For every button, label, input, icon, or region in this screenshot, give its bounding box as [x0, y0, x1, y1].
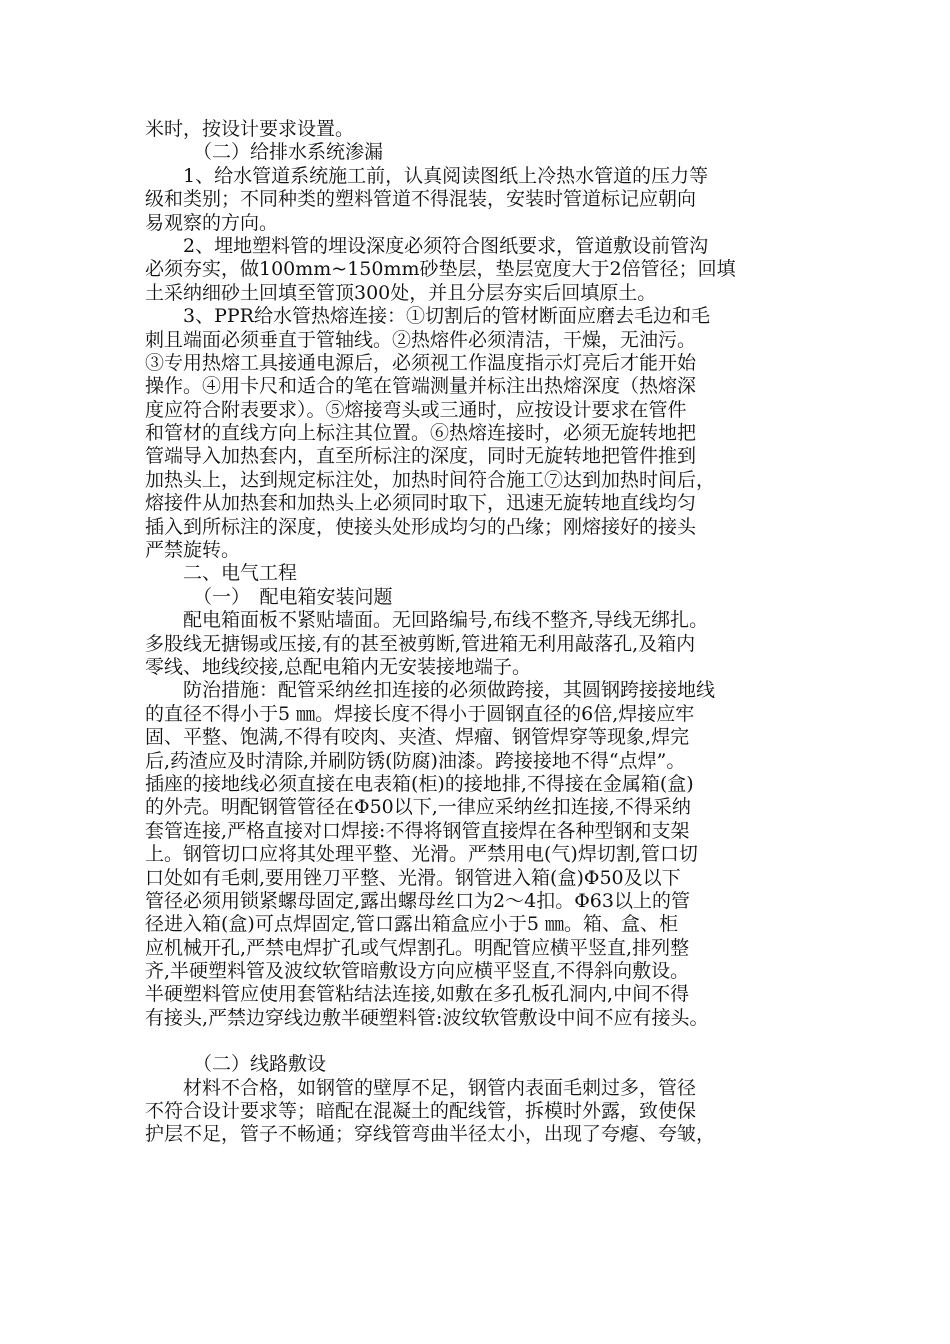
paragraph-line: 3、PPR给水管热熔连接：①切割后的管材断面应磨去毛边和毛: [183, 305, 710, 328]
paragraph-line: 护层不足，管子不畅通；穿线管弯曲半径太小，出现了夸瘪、夸皱，: [145, 1123, 716, 1146]
paragraph-line: 齐,半硬塑料管及波纹软管暗敷设方向应横平竖直,不得斜向敷设。: [145, 960, 690, 983]
paragraph-line: 操作。④用卡尺和适合的笔在管端测量并标注出热熔深度（热熔深: [145, 375, 697, 398]
paragraph-line: 材料不合格，如钢管的壁厚不足，钢管内表面毛刺过多，管径: [183, 1076, 697, 1099]
paragraph-line: 管径必须用锁紧螺母固定,露出螺母丝口为2～4扣。Φ63以上的管: [145, 889, 690, 912]
paragraph-continuation: 米时，按设计要求设置。: [145, 118, 355, 140]
paragraph-line: 有接头,严禁边穿线边敷半硬塑料管:波纹软管敷设中间不应有接头。: [145, 1006, 709, 1029]
blank-line: [145, 1030, 810, 1053]
paragraph-line: 2、埋地塑料管的埋设深度必须符合图纸要求，管道敷设前管沟: [183, 234, 709, 257]
paragraph-line: 刺且端面必须垂直于管轴线。②热熔件必须清洁，干燥，无油污。: [145, 328, 697, 351]
paragraph-line: 上。钢管切口应将其处理平整、光滑。严禁用电(气)焊切割,管口切: [145, 843, 698, 866]
paragraph-line: 后,药渣应及时清除,并刷防锈(防腐)油漆。跨接接地不得“点焊”。: [145, 749, 686, 772]
paragraph-line: 土采纳细砂土回填至管顶300处，并且分层夯实后回填原土。: [145, 281, 657, 304]
paragraph-line: 和管材的直线方向上标注其位置。⑥热熔连接时，必须无旋转地把: [145, 422, 697, 445]
paragraph-line: 套管连接,严格直接对口焊接:不得将钢管直接焊在各种型钢和支架: [145, 819, 690, 842]
section-heading-water-leakage: （二）给排水系统渗漏: [193, 141, 384, 164]
paragraph-line: 插入到所标注的深度，使接头处形成均匀的凸缘；刚熔接好的接头: [145, 515, 697, 538]
paragraph-line: 插座的接地线必须直接在电表箱(柜)的接地排,不得接在金属箱(盒): [145, 772, 694, 795]
paragraph-line: 应机械开孔,严禁电焊扩孔或气焊割孔。明配管应横平竖直,排列整: [145, 936, 690, 959]
paragraph-line: 半硬塑料管应使用套管粘结法连接,如敷在多孔板孔洞内,中间不得: [145, 983, 690, 1006]
paragraph-line: 口处如有毛刺,要用锉刀平整、光滑。钢管进入箱(盒)Φ50及以下: [145, 866, 681, 889]
paragraph-line: 的直径不得小于5 ㎜。焊接长度不得小于圆钢直径的6倍,焊接应牢: [145, 702, 695, 725]
document-page: [145, 118, 810, 1147]
paragraph-line: 严禁旋转。: [145, 539, 241, 562]
paragraph-line: 熔接件从加热套和加热头上必须同时取下，迅速无旋转地直线均匀: [145, 492, 697, 515]
section-heading-electrical: 二、电气工程: [183, 562, 298, 585]
paragraph-line: 级和类别；不同种类的塑料管道不得混装，安装时管道标记应朝向: [145, 188, 697, 211]
paragraph-line: 固、平整、饱满,不得有咬肉、夹渣、焊瘤、钢管焊穿等现象,焊完: [145, 726, 690, 749]
paragraph-line: 易观察的方向。: [145, 211, 279, 234]
paragraph-line: 多股线无搪锡或压接,有的甚至被剪断,管进箱无利用敲落孔,及箱内: [145, 632, 696, 655]
paragraph-line: 度应符合附表要求）。⑤熔接弯头或三通时，应按设计要求在管件: [145, 398, 687, 421]
subsection-heading-wiring: （二）线路敷设: [193, 1053, 327, 1076]
paragraph-line: 不符合设计要求等；暗配在混凝土的配线管，拆模时外露，致使保: [145, 1100, 697, 1123]
paragraph-line: 管端导入加热套内，直至所标注的深度，同时无旋转地把管件推到: [145, 445, 697, 468]
paragraph-line: 加热头上，达到规定标注处，加热时间符合施工⑦达到加热时间后，: [145, 468, 716, 491]
paragraph-line: 防治措施：配管采纳丝扣连接的必须做跨接，其圆钢跨接接地线: [183, 679, 716, 702]
paragraph-line: 零线、地线绞接,总配电箱内无安装接地端子。: [145, 655, 532, 678]
paragraph-line: 径进入箱(盒)可点焊固定,管口露出箱盒应小于5 ㎜。箱、盒、柜: [145, 913, 678, 936]
paragraph-line: 的外壳。明配钢管管径在Φ50以下,一律应采纳丝扣连接,不得采纳: [145, 796, 691, 819]
paragraph-line: 配电箱面板不紧贴墙面。无回路编号,布线不整齐,导线无绑扎。: [183, 609, 709, 632]
paragraph-line: ③专用热熔工具接通电源后，必须视工作温度指示灯亮后才能开始: [145, 351, 697, 374]
paragraph-line: 必须夯实，做100mm~150mm砂垫层，垫层宽度大于2倍管径；回填: [145, 258, 736, 281]
paragraph-line: 1、给水管道系统施工前，认真阅读图纸上冷热水管道的压力等: [183, 164, 709, 187]
subsection-heading-distribution-box: （一） 配电箱安装问题: [193, 585, 393, 608]
